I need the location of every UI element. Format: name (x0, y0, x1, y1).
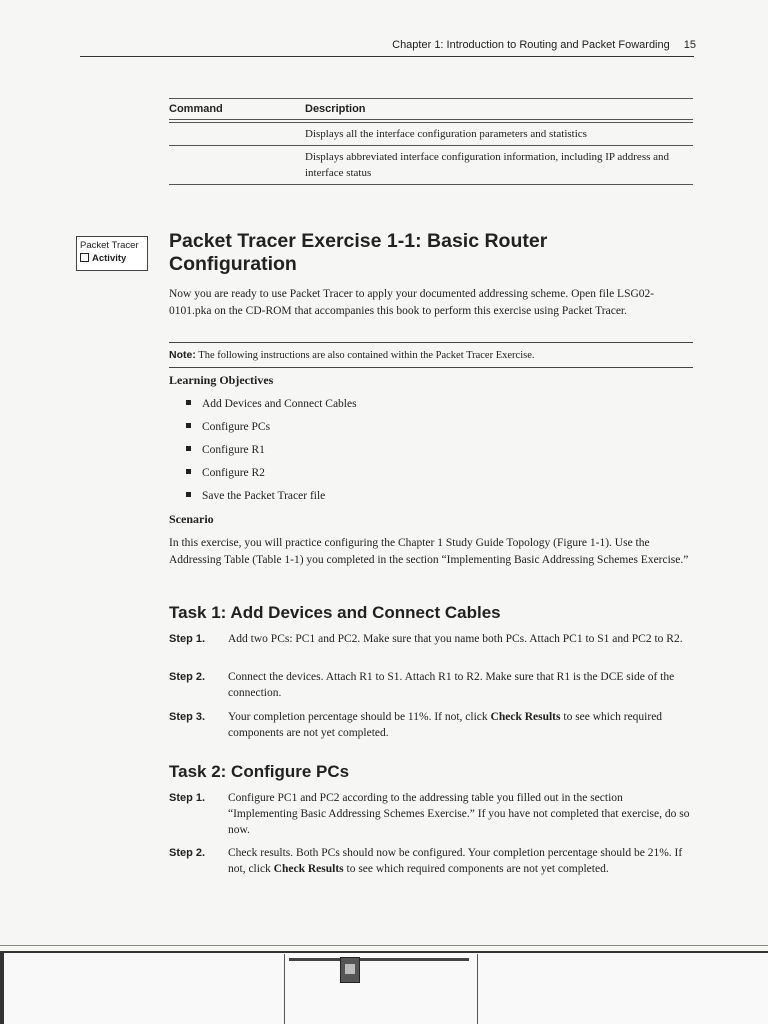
checkbox-icon (80, 253, 89, 262)
task2-step1 (169, 790, 693, 838)
binding-tab (284, 954, 478, 1024)
bullet-icon (186, 492, 191, 497)
task2-title: Task 2: Configure PCs (169, 762, 350, 781)
task1-step1 (169, 631, 693, 647)
description-cell: Displays abbreviated interface configuration information, including IP address and interface status (305, 151, 670, 179)
objectives-list (186, 395, 357, 510)
task1-title: Task 1: Add Devices and Connect Cables (169, 603, 501, 622)
section-title-line2: Configuration (169, 253, 297, 275)
running-head (100, 39, 696, 51)
note-text: The following instructions are also contained within the Packet Tracer Exercise. (198, 350, 535, 361)
list-item: Configure R1 (186, 441, 357, 464)
description-cell: Displays all the interface configuration parameters and statistics (305, 128, 587, 140)
intro-paragraph: Now you are ready to use Packet Tracer to apply your documented addressing scheme. Open file LSG02-0101.pka on the CD-ROM that accompanies this book to perform this exercise using Packet Tracer. (169, 288, 655, 317)
packet-tracer-activity-badge (76, 236, 148, 271)
scan-edge (0, 953, 4, 1024)
command-cell (169, 123, 305, 145)
note-label: Note: (169, 349, 196, 361)
film-icon (340, 957, 360, 983)
check-results-text: Check Results (273, 863, 344, 875)
list-item: Configure R2 (186, 464, 357, 487)
scenario-paragraph: In this exercise, you will practice configuring the Chapter 1 Study Guide Topology (Figure 1-1). Use the Addressing Table (Table 1-1) you completed in the section “Implementing Basic Addressing Schemes Exercise.” (169, 537, 689, 566)
command-cell (169, 146, 305, 184)
command-table (169, 98, 693, 185)
bullet-icon (186, 400, 191, 405)
step-label: Step 2. (169, 847, 206, 859)
step-text: Connect the devices. Attach R1 to S1. Attach R1 to R2. Make sure that R1 is the DCE side of the connection. (228, 671, 675, 699)
binding-bar (289, 958, 469, 961)
badge-line2: Activity (92, 253, 127, 264)
table-row (169, 146, 693, 185)
table-header (169, 99, 693, 119)
footer-rule (0, 945, 768, 946)
check-results-text: Check Results (490, 711, 561, 723)
step-text: Add two PCs: PC1 and PC2. Make sure that you name both PCs. Attach PC1 to S1 and PC2 to R2. (228, 633, 683, 645)
badge-line1: Packet Tracer (80, 240, 139, 251)
list-item: Add Devices and Connect Cables (186, 395, 357, 418)
note-box (169, 342, 693, 368)
section-title (169, 230, 689, 276)
table-row (169, 123, 693, 146)
column-header-command: Command (169, 103, 223, 115)
objectives-heading: Learning Objectives (169, 373, 274, 387)
bullet-icon (186, 423, 191, 428)
step-label: Step 3. (169, 711, 206, 723)
list-item: Save the Packet Tracer file (186, 487, 357, 510)
step-label: Step 1. (169, 633, 206, 645)
step-label: Step 1. (169, 792, 206, 804)
task1-step3 (169, 709, 693, 741)
step-text: Configure PC1 and PC2 according to the addressing table you filled out in the section “Implementing Basic Addressing Schemes Exercise.” If you have not completed that exercise, do so now. (228, 792, 690, 836)
task2-step2 (169, 845, 693, 877)
column-header-description: Description (305, 103, 366, 115)
list-item: Configure PCs (186, 418, 357, 441)
step-label: Step 2. (169, 671, 206, 683)
section-title-line1: Packet Tracer Exercise 1-1: Basic Router (169, 230, 548, 252)
step-text: Your completion percentage should be 11%. If not, click Check Results to see which required components are not yet completed. (228, 711, 663, 739)
page-number: 15 (683, 39, 696, 51)
step-text: Check results. Both PCs should now be configured. Your completion percentage should be 21%. If not, click Check Results to see which required components are not yet completed. (228, 847, 683, 875)
header-rule (80, 56, 694, 57)
task1-step2 (169, 669, 693, 701)
bullet-icon (186, 469, 191, 474)
bullet-icon (186, 446, 191, 451)
scenario-heading: Scenario (169, 512, 214, 526)
chapter-title: Chapter 1: Introduction to Routing and Packet Fowarding (392, 39, 670, 51)
